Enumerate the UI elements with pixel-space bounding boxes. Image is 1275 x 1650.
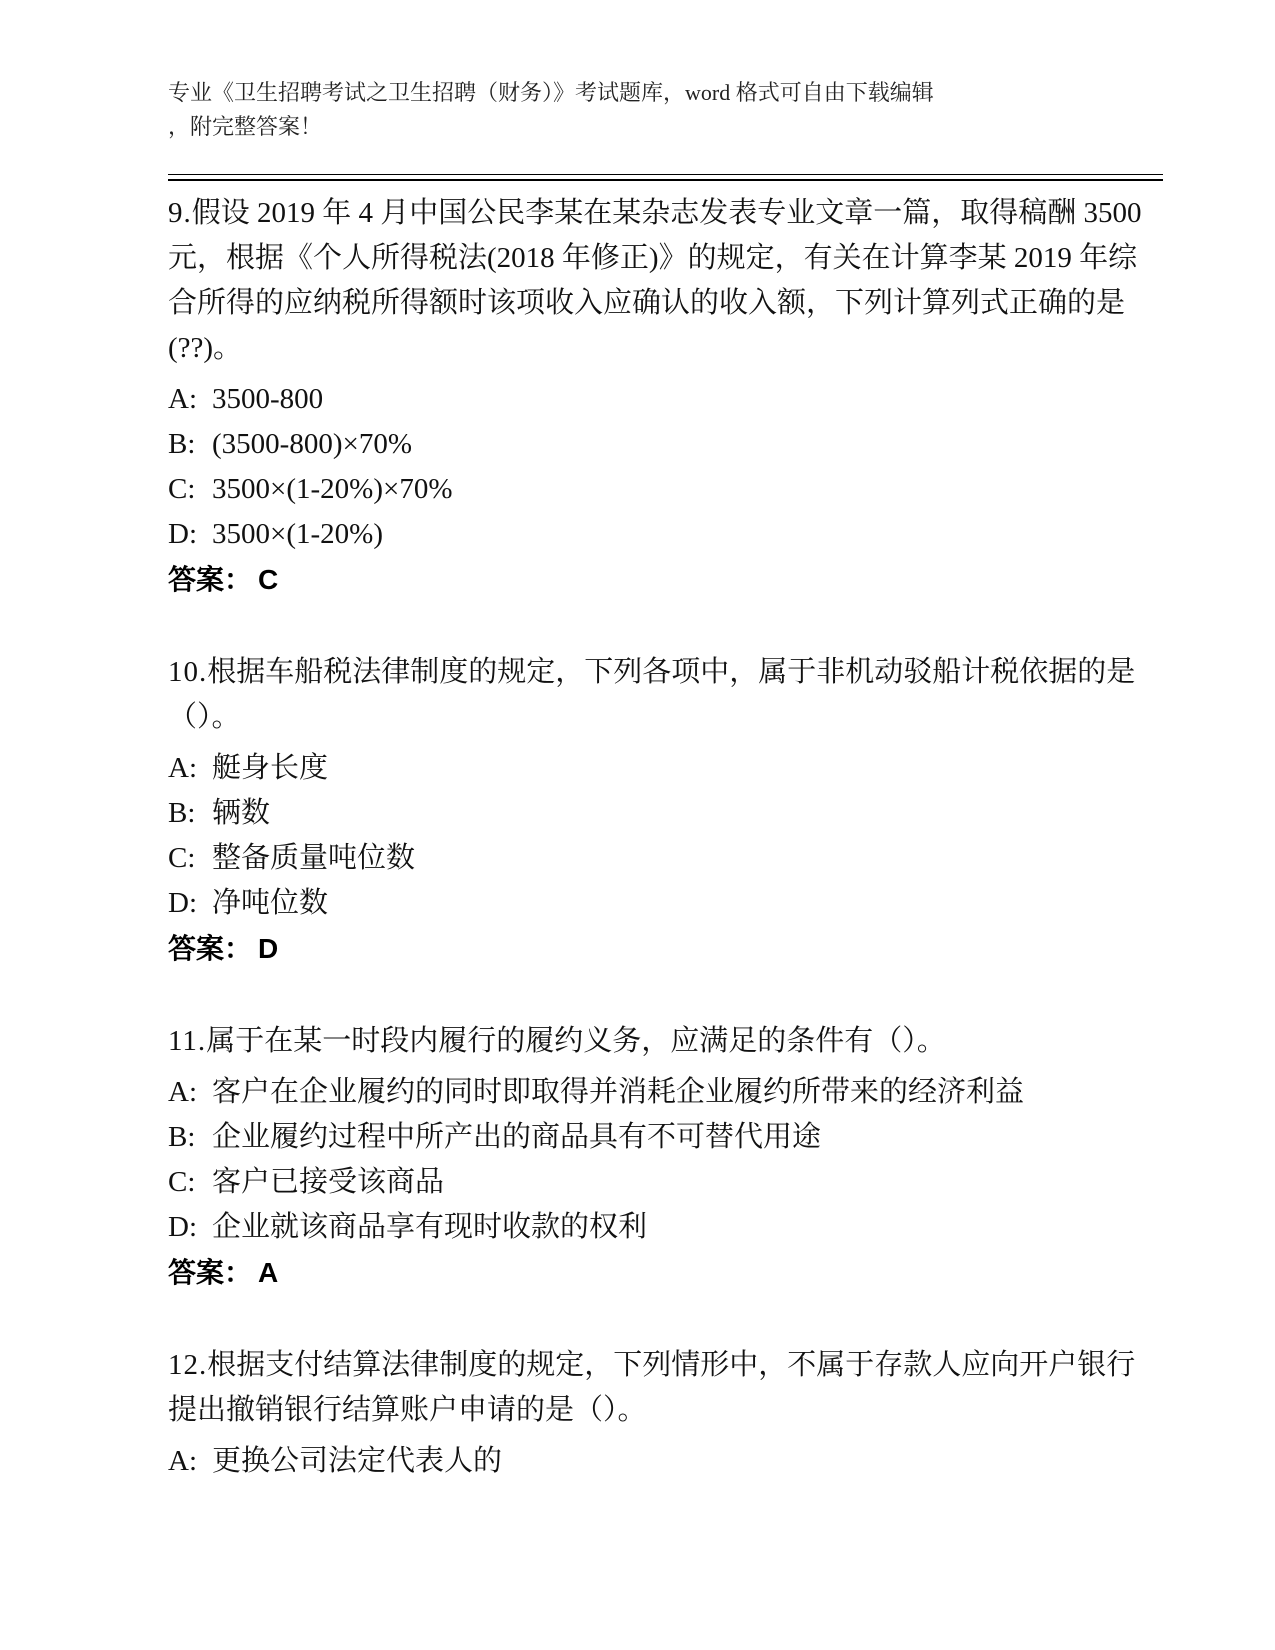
answer-value: C [258,564,279,595]
question-stem [168,191,1163,371]
question-text: 根据支付结算法律制度的规定，下列情形中，不属于存款人应向开户银行提出撤销银行结算账户申请的是（）。 [168,1349,1136,1426]
header-line-1: 专业《卫生招聘考试之卫生招聘（财务）》考试题库，word 格式可自由下载编辑 [168,80,934,105]
option-label: A: [168,1445,197,1477]
answer-line [168,926,1163,971]
option-label: A: [168,752,197,784]
option-c [168,1160,1163,1205]
option-label: B: [168,428,196,460]
question-number: 10. [168,656,208,688]
question-stem [168,650,1163,740]
option-c [168,836,1163,881]
option-a [168,377,1163,422]
option-d [168,881,1163,926]
options-list [168,1439,1163,1484]
option-text: 辆数 [212,797,271,829]
answer-label: 答案： [168,933,253,964]
option-text: 企业履约过程中所产出的商品具有不可替代用途 [212,1121,822,1153]
document-body [168,191,1163,1484]
option-text: 企业就该商品享有现时收款的权利 [212,1211,648,1243]
option-d [168,512,1163,557]
option-label: A: [168,383,197,415]
option-label: B: [168,797,196,829]
option-b [168,1115,1163,1160]
option-d [168,1205,1163,1250]
options-list [168,746,1163,926]
answer-line [168,1250,1163,1295]
question-9 [168,191,1163,602]
question-12 [168,1343,1163,1484]
option-text: (3500-800)×70% [212,428,412,460]
options-list [168,377,1163,557]
option-label: A: [168,1076,197,1108]
option-text: 整备质量吨位数 [212,842,416,874]
option-label: C: [168,473,196,505]
option-label: D: [168,518,197,550]
question-text: 属于在某一时段内履行的履约义务，应满足的条件有（）。 [206,1025,946,1057]
question-number: 11. [168,1025,207,1057]
option-text: 客户已接受该商品 [212,1166,445,1198]
question-stem [168,1343,1163,1433]
option-a [168,746,1163,791]
option-text: 3500×(1-20%)×70% [212,473,453,505]
question-10 [168,650,1163,971]
option-text: 更换公司法定代表人的 [212,1445,503,1477]
answer-value: D [258,933,279,964]
option-text: 净吨位数 [212,887,329,919]
option-label: B: [168,1121,196,1153]
answer-line [168,557,1163,602]
question-number: 12. [168,1349,208,1381]
question-number: 9. [168,197,192,229]
option-b [168,791,1163,836]
option-label: D: [168,1211,197,1243]
option-label: C: [168,1166,196,1198]
header-line-2: ，附完整答案！ [168,114,323,139]
answer-label: 答案： [168,564,253,595]
option-b [168,422,1163,467]
option-c [168,467,1163,512]
option-text: 3500-800 [212,383,324,415]
question-11 [168,1019,1163,1295]
option-text: 3500×(1-20%) [212,518,383,550]
option-label: C: [168,842,196,874]
option-a [168,1439,1163,1484]
answer-value: A [258,1257,279,1288]
question-text: 假设 2019 年 4 月中国公民李某在某杂志发表专业文章一篇，取得稿酬 3500 元，根据《个人所得税法(2018 年修正)》的规定，有关在计算李某 2019 年综合所得的应纳税所得额时该项收入应确认的收入额，下列计算列式正确的是(??)。 [168,197,1142,364]
option-text: 艇身长度 [212,752,329,784]
page-header [168,76,1163,144]
option-a [168,1070,1163,1115]
option-label: D: [168,887,197,919]
question-text: 根据车船税法律制度的规定，下列各项中，属于非机动驳船计税依据的是（）。 [168,656,1136,733]
options-list [168,1070,1163,1250]
question-stem [168,1019,1163,1064]
option-text: 客户在企业履约的同时即取得并消耗企业履约所带来的经济利益 [212,1076,1025,1108]
answer-label: 答案： [168,1257,253,1288]
header-divider-rule [168,174,1163,181]
